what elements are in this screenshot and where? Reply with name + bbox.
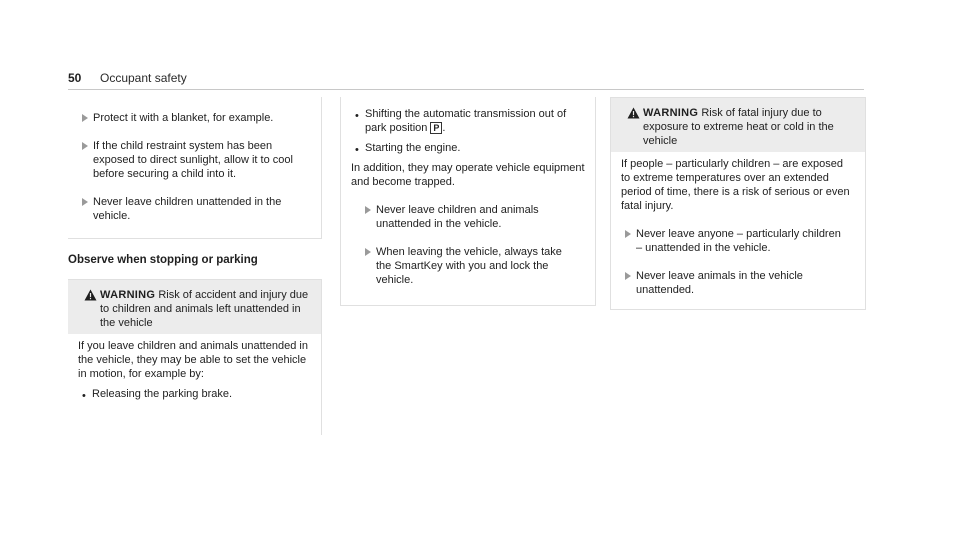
bullet-text: Starting the engine.	[365, 142, 461, 154]
instruction-item	[621, 227, 855, 255]
warning-body	[611, 152, 865, 309]
warning-title: Risk of fatal injury due to exposure to extreme heat or cold in the vehicle	[643, 107, 834, 147]
paragraph: In addition, they may operate vehicle equipment and become trapped.	[351, 162, 585, 188]
page-number: 50	[68, 71, 82, 85]
instruction-item	[351, 245, 585, 287]
bullet-item	[351, 107, 585, 135]
bullet-text-end: .	[442, 122, 446, 134]
subheading: Observe when stopping or parking	[68, 254, 258, 266]
warning-header	[68, 280, 321, 334]
instruction-text: Never leave animals in the vehicle unattended.	[636, 270, 803, 296]
warning-box	[68, 279, 322, 435]
bullet-item	[351, 141, 585, 155]
bullet-icon: •	[82, 390, 86, 402]
warning-title: Risk of accident and injury due to children and animals left unattended in the vehicle	[100, 289, 309, 329]
warning-label: WARNING	[643, 107, 699, 119]
instruction-text: If the child restraint system has been exposed to direct sunlight, allow it to cool before securing a child into it.	[93, 140, 293, 180]
bullet-text: Shifting the automatic transmission out of park position	[365, 108, 567, 134]
instruction-text: Never leave anyone – particularly children – unattended in the vehicle.	[636, 228, 841, 254]
instruction-item	[68, 195, 321, 223]
warning-label: WARNING	[100, 289, 156, 301]
warning-triangle-icon	[84, 289, 97, 301]
arrow-icon	[82, 198, 88, 206]
warning-header	[611, 98, 865, 152]
warning-text: If you leave children and animals unattended in the vehicle, they may be able to set the vehicle in motion, for example by:	[78, 340, 308, 380]
arrow-icon	[365, 206, 371, 214]
arrow-icon	[82, 114, 88, 122]
warning-body	[68, 334, 321, 435]
arrow-icon	[625, 230, 631, 238]
instruction-text: Never leave children unattended in the vehicle.	[93, 196, 282, 222]
instruction-item	[351, 203, 585, 231]
instruction-block	[68, 97, 322, 239]
bullet-item	[78, 387, 311, 401]
arrow-icon	[82, 142, 88, 150]
column-3	[610, 97, 866, 310]
bullet-icon: •	[355, 110, 359, 122]
instruction-item	[68, 139, 321, 181]
section-title: Occupant safety	[100, 71, 187, 85]
bullet-text: Releasing the parking brake.	[92, 388, 233, 400]
instruction-text: Protect it with a blanket, for example.	[93, 112, 274, 124]
park-position-icon: P	[430, 122, 442, 134]
bullet-icon: •	[355, 144, 359, 156]
arrow-icon	[365, 248, 371, 256]
column-1	[68, 97, 322, 435]
warning-text: If people – particularly children – are exposed to extreme temperatures over an extended period of time, there is a risk of serious or even fatal injury.	[621, 158, 850, 212]
column-2	[340, 97, 596, 306]
warning-triangle-icon	[627, 107, 640, 119]
arrow-icon	[625, 272, 631, 280]
instruction-item	[68, 111, 321, 125]
instruction-item	[621, 269, 855, 297]
instruction-text: Never leave children and animals unattended in the vehicle.	[376, 204, 539, 230]
page-header	[68, 68, 864, 90]
instruction-text: When leaving the vehicle, always take the SmartKey with you and lock the vehicle.	[376, 246, 562, 286]
